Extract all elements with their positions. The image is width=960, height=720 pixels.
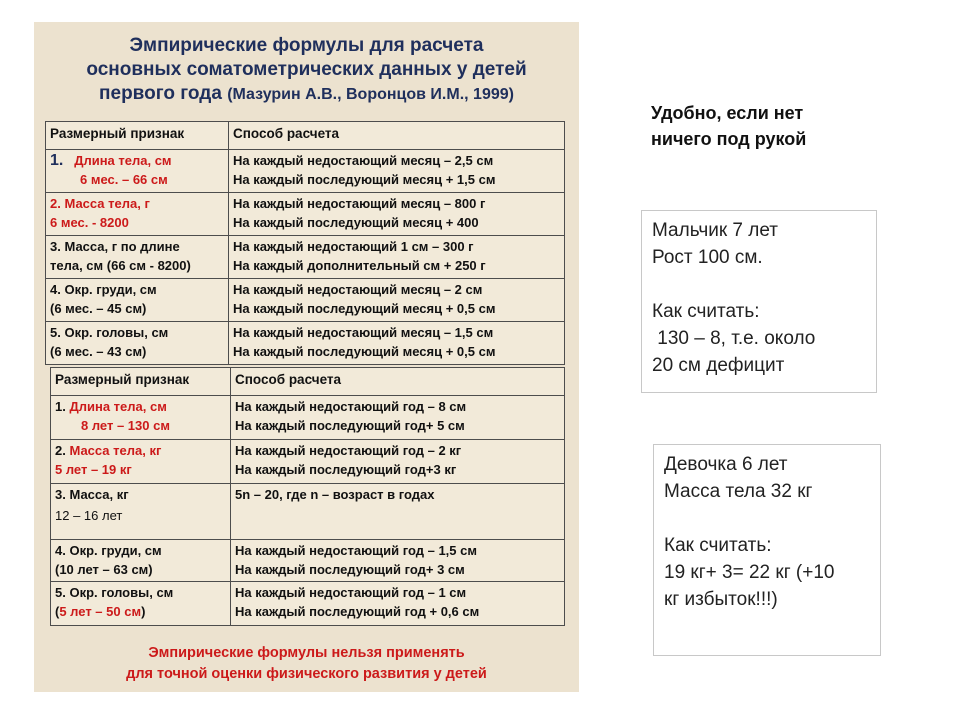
- example-line: Как считать:: [664, 535, 772, 556]
- table-row: [46, 236, 565, 279]
- title-line-1: Эмпирические формулы для расчета: [129, 35, 484, 56]
- method-line: На каждый недостающий месяц – 2,5 см: [233, 153, 494, 168]
- example-line: Масса тела 32 кг: [664, 481, 813, 502]
- attribute-cell: [51, 540, 231, 582]
- attribute-name: Масса тела, кг: [69, 443, 162, 458]
- attribute-cell: [51, 440, 231, 484]
- attribute-name: 5. Окр. головы, см: [55, 585, 174, 600]
- method-line: На каждый недостающий год – 8 см: [235, 399, 467, 414]
- table-row: [46, 150, 565, 193]
- item-number: 2.: [55, 443, 66, 458]
- example-line: кг избыток!!!): [664, 589, 778, 610]
- method-cell: [229, 193, 565, 236]
- title-main: первого года: [99, 83, 222, 104]
- attribute-name: Длина тела, см: [69, 399, 167, 414]
- method-line: На каждый последующий месяц + 1,5 см: [233, 172, 496, 187]
- method-cell: [229, 279, 565, 322]
- example-line: Как считать:: [652, 301, 760, 322]
- attribute-reference: 6 мес. – 66 см: [80, 172, 168, 187]
- note-line-2: ничего под рукой: [651, 129, 807, 149]
- attribute-cell: [51, 484, 231, 540]
- method-line: На каждый недостающий месяц – 1,5 см: [233, 325, 494, 340]
- method-line: На каждый последующий месяц + 0,5 см: [233, 344, 496, 359]
- attribute-cell: [46, 150, 229, 193]
- spacer: [652, 271, 866, 298]
- method-line: На каждый последующий месяц + 0,5 см: [233, 301, 496, 316]
- method-line: На каждый недостающий 1 см – 300 г: [233, 239, 474, 254]
- method-cell: [229, 150, 565, 193]
- title-line-2: основных соматометрических данных у детей: [86, 59, 527, 80]
- attribute-name: 3. Масса, кг: [55, 487, 129, 502]
- table-row: [46, 193, 565, 236]
- method-cell: [231, 440, 565, 484]
- example-line: Рост 100 см.: [652, 247, 763, 268]
- table-row: [51, 396, 565, 440]
- method-cell: [229, 322, 565, 365]
- method-line: На каждый дополнительный см + 250 г: [233, 258, 486, 273]
- method-line: На каждый последующий год+ 3 см: [235, 562, 465, 577]
- table-row: [51, 440, 565, 484]
- example-line: 130 – 8, т.е. около: [652, 328, 816, 349]
- method-cell: [231, 540, 565, 582]
- attribute-name: 2. Масса тела, г: [50, 196, 150, 211]
- example-line: 19 кг+ 3= 22 кг (+10: [664, 562, 835, 583]
- example-line: Девочка 6 лет: [664, 454, 788, 475]
- title-line-3: [34, 82, 579, 107]
- table-row: [46, 322, 565, 365]
- attribute-cell: [46, 279, 229, 322]
- table-row: [51, 540, 565, 582]
- title-citation: (Мазурин А.В., Воронцов И.М., 1999): [227, 86, 514, 103]
- attribute-cell: [46, 193, 229, 236]
- method-line: На каждый последующий год+ 5 см: [235, 418, 465, 433]
- attribute-reference: тела, см (66 см - 8200): [50, 258, 191, 273]
- attribute-cell: [51, 582, 231, 626]
- header-attribute: Размерный признак: [51, 368, 231, 396]
- header-attribute: Размерный признак: [46, 122, 229, 150]
- spacer: [664, 505, 870, 532]
- warning-line-1: Эмпирические формулы нельзя применять: [148, 645, 465, 661]
- side-note: [651, 100, 871, 152]
- table-row: [51, 484, 565, 540]
- method-line: На каждый недостающий год – 1,5 см: [235, 543, 477, 558]
- attribute-reference: (6 мес. – 45 см): [50, 301, 147, 316]
- table-row: [51, 582, 565, 626]
- table-header-row: [46, 122, 565, 150]
- boy-example-box: [641, 210, 877, 393]
- header-method: Способ расчета: [229, 122, 565, 150]
- attribute-reference: 6 мес. - 8200: [50, 215, 129, 230]
- attribute-name: 5. Окр. головы, см: [50, 325, 169, 340]
- infant-formula-table: [45, 121, 565, 365]
- paren-close: ): [141, 604, 146, 619]
- attribute-reference: 5 лет – 19 кг: [55, 462, 132, 477]
- attribute-reference: 8 лет – 130 см: [81, 418, 170, 433]
- example-line: Мальчик 7 лет: [652, 220, 778, 241]
- method-line: На каждый последующий год+3 кг: [235, 462, 457, 477]
- table-row: [46, 279, 565, 322]
- method-cell: [231, 396, 565, 440]
- warning-line-2: для точной оценки физического развития у детей: [126, 666, 487, 682]
- method-line: На каждый последующий месяц + 400: [233, 215, 479, 230]
- method-line: На каждый недостающий месяц – 800 г: [233, 196, 486, 211]
- method-cell: [229, 236, 565, 279]
- attribute-reference: 5 лет – 50 см: [59, 604, 142, 619]
- example-line: 20 см дефицит: [652, 355, 785, 376]
- method-cell: [231, 484, 565, 540]
- girl-example-box: [653, 444, 881, 656]
- attribute-name: 3. Масса, г по длине: [50, 239, 180, 254]
- item-number: 1.: [50, 152, 64, 169]
- attribute-cell: [46, 322, 229, 365]
- attribute-reference: (6 мес. – 43 см): [50, 344, 147, 359]
- method-line: На каждый недостающий год – 1 см: [235, 585, 467, 600]
- child-formula-table: [50, 367, 565, 626]
- attribute-cell: [46, 236, 229, 279]
- method-line: На каждый последующий год + 0,6 см: [235, 604, 480, 619]
- method-cell: [231, 582, 565, 626]
- slide-title: [34, 34, 579, 107]
- item-number: 1.: [55, 399, 66, 414]
- attribute-reference: (10 лет – 63 см): [55, 562, 153, 577]
- paren-open: (: [55, 604, 60, 619]
- note-line-1: Удобно, если нет: [651, 103, 804, 123]
- attribute-name: 4. Окр. груди, см: [50, 282, 157, 297]
- warning-text: [34, 643, 579, 685]
- method-line: На каждый недостающий год – 2 кг: [235, 443, 462, 458]
- table-header-row: [51, 368, 565, 396]
- attribute-reference: 12 – 16 лет: [55, 508, 123, 523]
- attribute-cell: [51, 396, 231, 440]
- header-method: Способ расчета: [231, 368, 565, 396]
- method-line: На каждый недостающий месяц – 2 см: [233, 282, 483, 297]
- method-line: 5n – 20, где n – возраст в годах: [235, 487, 435, 502]
- attribute-name: 4. Окр. груди, см: [55, 543, 162, 558]
- attribute-name: Длина тела, см: [74, 153, 172, 168]
